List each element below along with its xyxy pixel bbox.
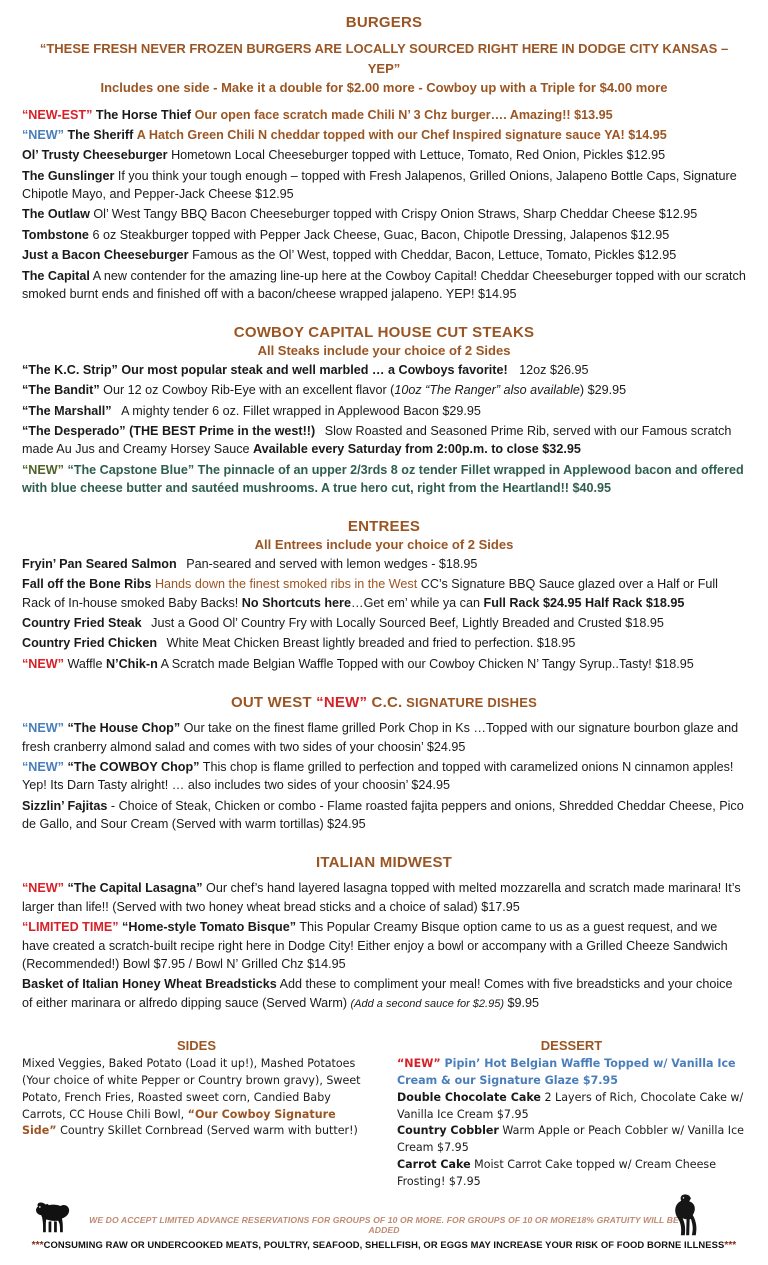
item-name: “The Capital Lasagna” [67,881,203,896]
item-desc: White Meat Chicken Breast lightly breaded and fried to perfection. $18.95 [166,636,576,651]
item-name: Just a Bacon Cheeseburger [22,248,189,263]
menu-item-the-capital-lasagna [22,879,746,916]
entrees-subheading: All Entrees include your choice of 2 Sides [254,537,514,553]
disclaimer-text: CONSUMING RAW OR UNDERCOOKED MEATS, POULTRY, SEAFOOD, SHELLFISH, OR EGGS MAY INCREASE YOUR RISK OF FOOD BORNE ILLNESS [43,1239,725,1250]
menu-item-the-capital [22,267,746,304]
item-desc: Hometown Local Cheeseburger topped with Lettuce, Tomato, Red Onion, Pickles $12.95 [171,148,666,163]
menu-item-sheriff [22,126,746,144]
badge-new: “NEW” [22,656,64,671]
menu-item-country-fried-steak [22,614,746,632]
menu-item-capstone-blue [22,461,746,498]
sides-signature-accent: “Our Cowboy Signature Side” [22,1107,336,1138]
item-name: Country Fried Chicken [22,636,158,651]
dessert-list [397,1056,746,1191]
dessert-item-double-chocolate-cake [397,1090,746,1124]
steaks-subheading: All Steaks include your choice of 2 Sides [257,343,511,359]
menu-item-the-marshall [22,402,746,420]
item-desc: Our open face scratch made Chili N’ 3 Chz burger…. Amazing!! $13.95 [194,107,613,122]
section-heading-steaks: COWBOY CAPITAL HOUSE CUT STEAKS [233,324,535,342]
menu-item-the-cowboy-chop [22,758,746,795]
menu-item-the-house-chop [22,719,746,756]
badge-new: “NEW” [22,881,64,896]
item-desc: A new contender for the amazing line-up here at the Cowboy Capital! Cheddar Cheeseburger topped with our scratch smoked burnt ends and finished off with a bacon/cheese wrapped jalapeno. YEP! $14.95 [22,268,746,301]
item-availability-price: Available every Saturday from 2:00p.m. to close $32.95 [253,442,581,457]
item-desc: - Choice of Steak, Chicken or combo - Flame roasted fajita peppers and onions, Shredded Cheddar Cheese, Pico de Gallo, and Sour Cream (Served with warm tortillas) $24.95 [22,798,744,831]
sides-text-after: Country Skillet Cornbread (Served warm with butter!) [56,1124,358,1138]
dessert-featured-text: Pipin’ Hot Belgian Waffle Topped w/ Vanilla Ice Cream & our Signature Glaze $7.95 [397,1057,736,1087]
badge-limited-time: “LIMITED TIME” [22,920,119,935]
heading-part-2: C.C. [367,694,403,712]
burgers-tagline-1: “THESE FRESH NEVER FROZEN BURGERS ARE LOCALLY SOURCED RIGHT HERE IN DODGE CITY KANSAS – YEP” [39,41,729,76]
column-heading-sides: SIDES [176,1038,216,1053]
item-name: The Sheriff [67,127,134,142]
item-desc: Our 12 oz Cowboy Rib-Eye with an excellent flavor ( [103,383,395,398]
badge-new: “NEW” [22,127,64,142]
item-name: The Gunslinger [22,168,115,183]
sides-column [22,1038,371,1191]
item-desc: This chop is flame grilled to perfection and topped with caramelized onions N cinnamon apples! Yep! Its Darn Tasty alright! … also includes two sides of your choosin’ $24.95 [22,759,734,793]
badge-new: “NEW” [22,759,64,774]
section-heading-entrees: ENTREES [347,518,421,536]
item-prefix: Waffle [67,656,106,671]
item-desc-tail: ) $29.95 [579,383,627,398]
sides-text-before: Mixed Veggies, Baked Potato (Load it up!), Mashed Potatoes (Your choice of white Pepper or Country brown gravy), Sweet Potato, French Fries, Roasted sweet corn, Candied Baby Carrots, CC House Chili Bowl, [22,1057,361,1121]
item-desc: Famous as the Ol’ West, topped with Cheddar, Bacon, Lettuce, Tomato, Pickles $12.95 [192,248,677,263]
item-name: Sizzlin’ Fajitas [22,798,108,813]
dessert-item-carrot-cake [397,1157,746,1191]
item-desc: Our take on the finest flame grilled Pork Chop in Ks …Topped with our signature bourbon glaze and fresh cranberry almond salad and comes with two sides of your choosin’ $24.95 [22,721,739,754]
menu-item-italian-breadsticks [22,975,746,1012]
item-desc: Ol’ West Tangy BBQ Bacon Cheeseburger topped with Crispy Onion Straws, Sharp Cheddar Cheese $12.95 [93,207,698,222]
menu-item-tombstone [22,226,746,244]
item-price: $9.95 [504,995,540,1010]
item-desc: A mighty tender 6 oz. Fillet wrapped in Applewood Bacon $29.95 [121,403,481,418]
item-name: Tombstone [22,227,89,242]
item-accent-text: Hands down the finest smoked ribs in the West [154,577,418,592]
item-name: Double Chocolate Cake [397,1090,541,1104]
item-price: Full Rack $24.95 Half Rack $18.95 [483,595,685,610]
footer-reservation-row [22,1195,746,1237]
item-name: Carrot Cake [397,1158,471,1172]
badge-new: “NEW” [22,462,64,477]
menu-item-country-fried-chicken [22,634,746,652]
bottom-columns [22,1038,746,1191]
menu-item-home-style-tomato-bisque [22,918,746,973]
menu-item-outlaw [22,205,746,223]
item-name: The Outlaw [22,207,90,222]
item-desc: A Hatch Green Chili N cheddar topped with our Chef Inspired signature sauce YA! $14.95 [136,127,667,142]
menu-item-gunslinger [22,167,746,204]
item-desc-2: …Get em’ while ya can [350,595,484,610]
item-price: 12oz $26.95 [519,362,589,377]
dessert-column [397,1038,746,1191]
item-name: “The K.C. Strip” Our most popular steak and well marbled … a Cowboys favorite! [22,362,508,377]
badge-new: “NEW” [22,721,64,736]
badge-new-est: “NEW-EST” [22,107,93,122]
item-name: Country Fried Steak [22,616,142,630]
item-name: Fryin’ Pan Seared Salmon [22,556,177,571]
item-desc: Pan-seared and served with lemon wedges - $18.95 [186,556,478,571]
heading-part-3: SIGNATURE DISHES [402,695,537,711]
item-name: Fall off the Bone Ribs [22,577,152,592]
standing-horse-icon [32,1201,78,1235]
item-desc: Add these to compliment your meal! Comes with five breadsticks and your choice of either marinara or alfredo dipping sauce (Served Warm) [22,977,733,1010]
item-desc: If you think your tough enough – topped with Fresh Jalapenos, Grilled Onions, Jalapeno Bottle Caps, Signature Chipotle Mayo, and Pepper-Jack Cheese $12.95 [22,168,737,201]
section-heading-burgers: BURGERS [345,14,423,31]
item-desc: 2 Layers of Rich, Chocolate Cake w/ Vanilla Ice Cream $7.95 [397,1090,744,1121]
reservation-notice: WE DO ACCEPT LIMITED ADVANCE RESERVATIONS FOR GROUPS OF 10 OR MORE. FOR GROUPS OF 10 OR MORE18% GRATUITY WILL BE ADDED [89,1215,679,1235]
menu-item-kc-strip [22,361,746,379]
item-bold-note: No Shortcuts here [241,595,351,610]
section-heading-italian-midwest: ITALIAN MIDWEST [315,854,453,872]
item-name: “The Bandit” [22,383,100,398]
item-name: Country Cobbler [397,1124,499,1138]
item-desc-italic: 10oz “The Ranger” also available [394,383,580,398]
item-desc: Warm Apple or Peach Cobbler w/ Vanilla Ice Cream $7.95 [397,1124,744,1155]
column-heading-dessert: DESSERT [540,1038,603,1053]
item-desc: 6 oz Steakburger topped with Pepper Jack Cheese, Guac, Bacon, Chipotle Dressing, Jalapenos $12.95 [92,227,670,242]
menu-item-the-bandit [22,381,746,399]
item-desc: Moist Carrot Cake topped w/ Cream Cheese Frosting! $7.95 [397,1158,717,1189]
footer [22,1195,746,1251]
item-name: The Capital [22,268,90,283]
stars-right: *** [724,1240,737,1251]
item-desc: This Popular Creamy Bisque option came to us as a guest request, and we have created a scratch-built recipe right here in Dodge City! Either enjoy a bowl or accompany with a Grilled Cheeze Sandwich (Recommended!) Bowl $7.95 / Bowl N’ Grilled Chz $14.95 [22,920,728,971]
item-name: “Home-style Tomato Bisque” [122,920,297,935]
item-desc: CC’s Signature BBQ Sauce glazed over a Half or Full Rack of In-house smoked Baby Backs! [22,577,718,610]
menu-item-pan-seared-salmon [22,555,746,573]
item-name: Basket of Italian Honey Wheat Breadsticks [22,977,277,992]
item-name: “The Desperado” (THE BEST Prime in the west!!) [22,423,316,438]
food-safety-disclaimer [22,1239,746,1251]
menu-item-ol-trusty-cheeseburger [22,146,746,164]
item-name: The Horse Thief [95,107,192,122]
section-heading-out-west [22,694,746,711]
item-desc-italic: (Add a second sauce for $2.95) [350,997,504,1010]
menu-item-fall-off-the-bone-ribs [22,575,746,612]
burgers-tagline-2: Includes one side - Make it a double for $2.00 more - Cowboy up with a Triple for $4.00 more [100,80,668,95]
menu-item-waffle-n-chik-n [22,655,746,673]
dessert-item-country-cobbler [397,1123,746,1157]
item-name: “The Marshall” [22,403,112,418]
item-text: “The Capstone Blue” The pinnacle of an upper 2/3rds 8 oz tender Fillet wrapped in Applewood bacon and offered with blue cheese butter and sautéed mushrooms. A true hero cut, right from the Heartland!! $40.95 [22,462,744,495]
menu-item-just-a-bacon-cheeseburger [22,246,746,264]
item-name: “The House Chop” [67,721,181,736]
item-name: Ol’ Trusty Cheeseburger [22,148,168,163]
item-name: “The COWBOY Chop” [67,759,200,774]
item-desc: Slow Roasted and Seasoned Prime Rib, served with our Famous scratch made Au Jus and Creamy Horsey Sauce [22,423,732,457]
rearing-horse-icon [670,1193,704,1237]
item-name: N’Chik-n [105,656,158,671]
stars-left: *** [31,1240,44,1251]
menu-item-sizzlin-fajitas [22,797,746,834]
heading-badge-new: “NEW” [316,694,368,712]
item-desc: Just a Good Ol’ Country Fry with Locally Sourced Beef, Lightly Breaded and Crusted $18.95 [151,616,664,630]
sides-text [22,1056,371,1140]
heading-part-1: OUT WEST [231,694,317,712]
menu-item-the-desperado [22,422,746,459]
item-desc: Our chef’s hand layered lasagna topped with melted mozzarella and scratch made marinara! It’s larger than life!! (Served with two honey wheat bread sticks and a choice of salad) $17.95 [22,881,741,914]
menu-item-horse-thief [22,106,746,124]
badge-new: “NEW” [397,1057,441,1070]
dessert-item-belgian-waffle [397,1056,746,1090]
item-desc: A Scratch made Belgian Waffle Topped with our Cowboy Chicken N’ Tangy Syrup..Tasty! $18.95 [157,656,694,671]
